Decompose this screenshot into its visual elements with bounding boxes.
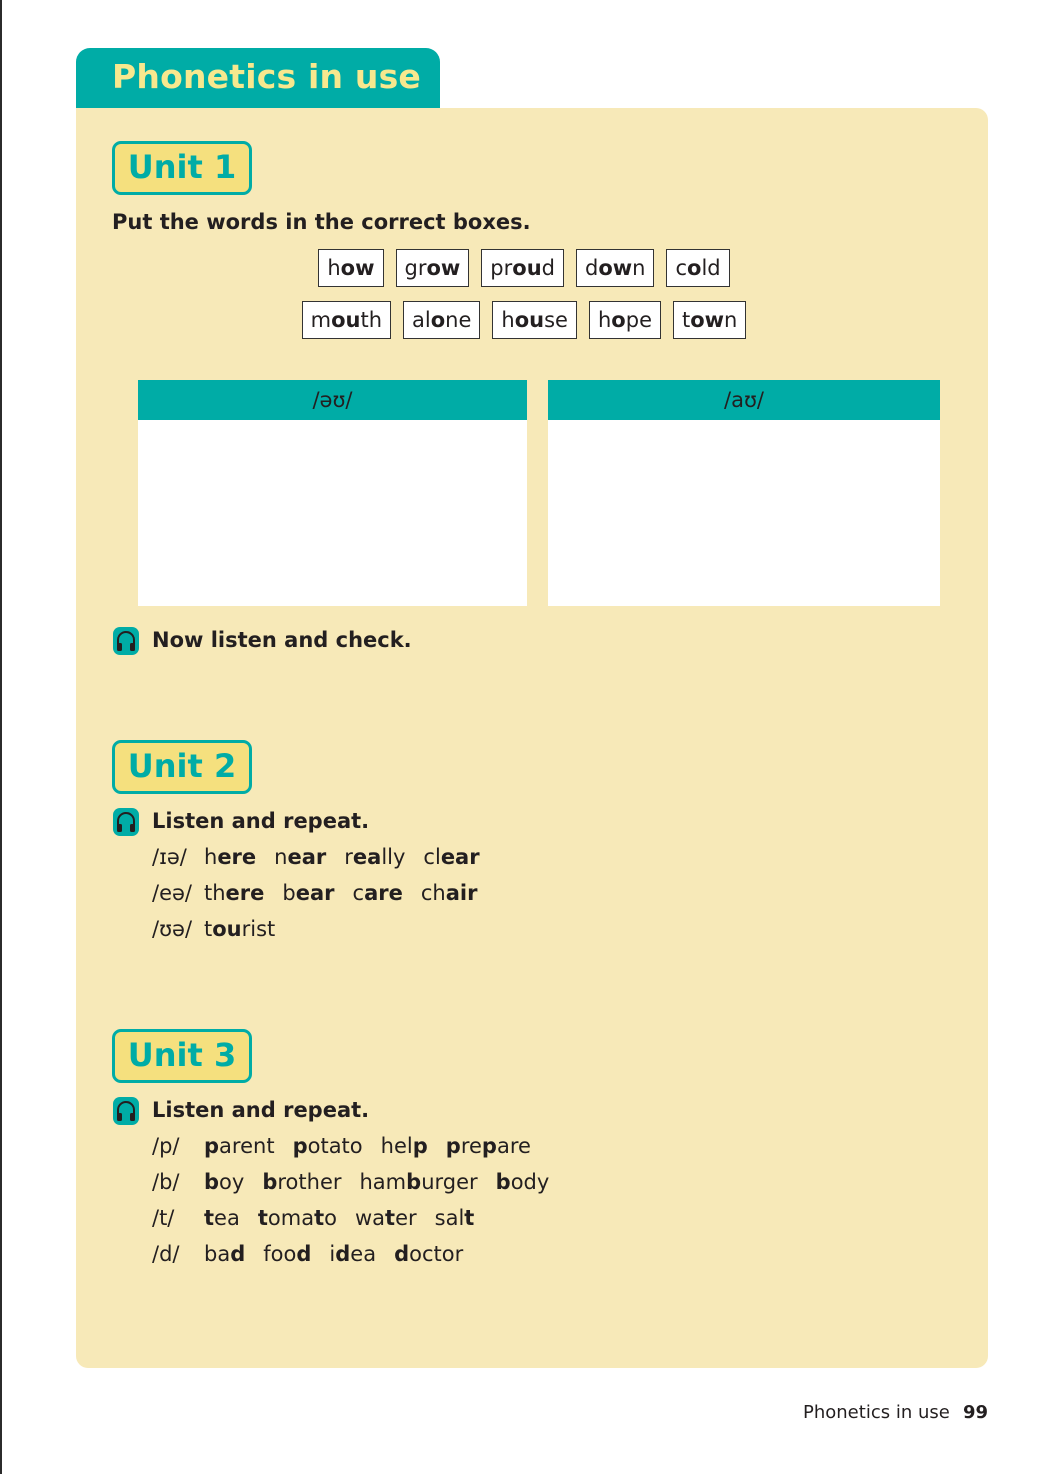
example-word: body xyxy=(495,1170,550,1194)
phoneme-symbol: /ʊə/ xyxy=(152,917,193,941)
phoneme-row xyxy=(152,1206,492,1236)
unit-1-badge xyxy=(112,141,252,195)
example-word: parent xyxy=(204,1134,275,1158)
headphones-icon[interactable] xyxy=(112,807,140,837)
word-card[interactable]: house xyxy=(492,301,577,339)
unit-3-label: Unit 3 xyxy=(127,1036,237,1074)
example-word: tourist xyxy=(204,917,276,941)
word-card[interactable]: alone xyxy=(403,301,480,339)
phoneme-symbol: /p/ xyxy=(152,1134,180,1158)
word-card[interactable]: grow xyxy=(396,249,470,287)
sort-box-au[interactable] xyxy=(548,380,940,606)
example-word: hamburger xyxy=(359,1170,478,1194)
page-title: Phonetics in use xyxy=(112,57,422,96)
example-word: food xyxy=(263,1242,312,1266)
example-word: chair xyxy=(420,881,478,905)
example-word: prepare xyxy=(445,1134,531,1158)
example-word: really xyxy=(344,845,406,869)
phoneme-symbol: /d/ xyxy=(152,1242,180,1266)
phoneme-symbol: /ɪə/ xyxy=(152,845,187,869)
sort-box-ou[interactable] xyxy=(138,380,527,606)
phoneme-symbol: /eə/ xyxy=(152,881,192,905)
sort-box-header-ou: /əʊ/ xyxy=(138,380,527,420)
headphones-icon[interactable] xyxy=(112,626,140,656)
example-word: water xyxy=(354,1206,417,1230)
word-card[interactable]: mouth xyxy=(302,301,391,339)
example-word: salt xyxy=(434,1206,475,1230)
example-word: help xyxy=(380,1134,428,1158)
example-word: doctor xyxy=(394,1242,464,1266)
check-instruction: Now listen and check. xyxy=(152,628,412,652)
sort-box-header-au: /aʊ/ xyxy=(548,380,940,420)
phoneme-row xyxy=(152,1170,567,1200)
example-word: potato xyxy=(292,1134,363,1158)
word-card[interactable]: proud xyxy=(481,249,564,287)
example-word: tea xyxy=(204,1206,240,1230)
example-word: near xyxy=(274,845,327,869)
phoneme-row xyxy=(152,917,293,947)
word-card[interactable]: how xyxy=(318,249,383,287)
word-bank-row-2 xyxy=(0,301,1048,341)
unit-2-instruction: Listen and repeat. xyxy=(152,809,370,833)
phoneme-symbol: /b/ xyxy=(152,1170,180,1194)
example-word: clear xyxy=(423,845,480,869)
word-card[interactable]: town xyxy=(673,301,746,339)
headphones-icon[interactable] xyxy=(112,1096,140,1126)
unit-1-label: Unit 1 xyxy=(127,148,237,186)
example-word: tomato xyxy=(257,1206,337,1230)
example-word: boy xyxy=(204,1170,245,1194)
word-card[interactable]: cold xyxy=(666,249,729,287)
phoneme-row xyxy=(152,1242,481,1272)
page-number: 99 xyxy=(963,1402,989,1423)
phoneme-symbol: /t/ xyxy=(152,1206,175,1230)
phoneme-row xyxy=(152,881,495,911)
example-word: there xyxy=(204,881,265,905)
word-card[interactable]: down xyxy=(576,249,654,287)
example-word: idea xyxy=(329,1242,377,1266)
unit-1-instruction: Put the words in the correct boxes. xyxy=(112,210,531,234)
example-word: bear xyxy=(282,881,335,905)
example-word: brother xyxy=(262,1170,342,1194)
example-word: care xyxy=(352,881,403,905)
unit-3-badge xyxy=(112,1029,252,1083)
phoneme-row xyxy=(152,1134,549,1164)
example-word: bad xyxy=(204,1242,246,1266)
footer-section-name: Phonetics in use xyxy=(803,1402,950,1423)
left-page-rule xyxy=(0,0,2,1474)
unit-2-badge xyxy=(112,740,252,794)
example-word: here xyxy=(204,845,257,869)
unit-3-instruction: Listen and repeat. xyxy=(152,1098,370,1122)
unit-2-label: Unit 2 xyxy=(127,747,237,785)
section-title-tab xyxy=(76,48,440,108)
word-card[interactable]: hope xyxy=(589,301,661,339)
word-bank-row-1 xyxy=(0,249,1048,289)
phoneme-row xyxy=(152,845,498,875)
